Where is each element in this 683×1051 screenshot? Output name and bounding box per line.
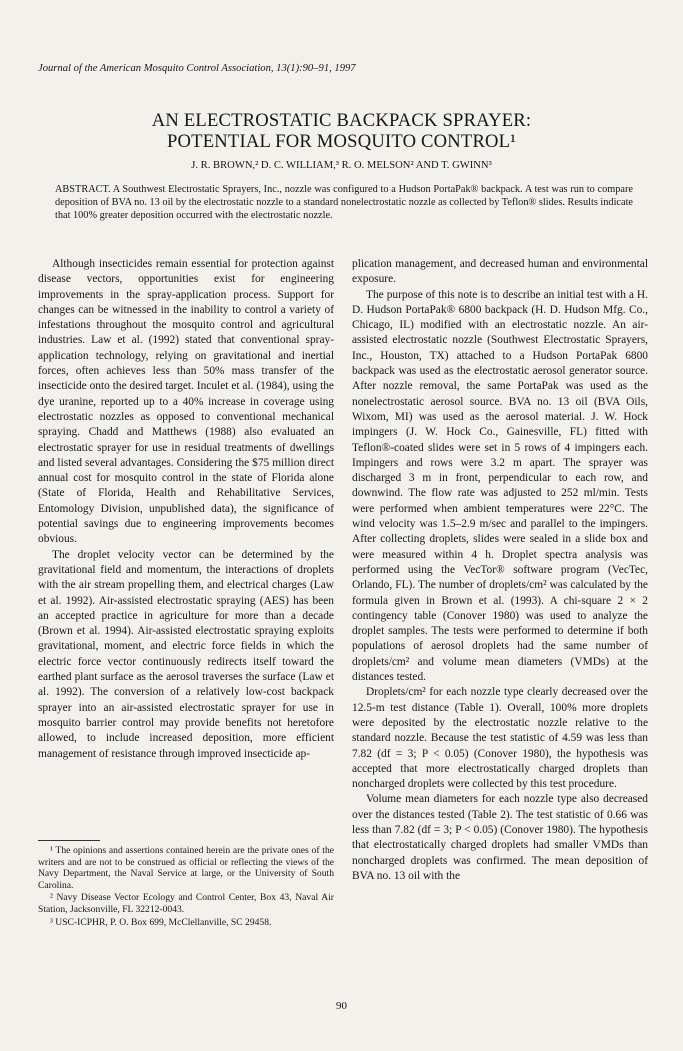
footnote-divider xyxy=(38,840,100,841)
body-paragraph-continued: plication management, and decreased human and environmental exposure. xyxy=(352,258,648,286)
journal-header: Journal of the American Mosquito Control Association, 13(1):90–91, 1997 xyxy=(38,63,356,74)
abstract-text: A Southwest Electrostatic Sprayers, Inc., nozzle was configured to a Hudson PortaPak® backpack. A test was run to compare deposition of BVA no. 13 oil by the electrostatic nozzle to a standard nonelectrostatic nozzle as collected by Teflon® slides. Results indicate that 100% greater deposition occurred with the electrostatic nozzle. xyxy=(55,184,633,221)
body-column-right xyxy=(352,257,648,987)
footnotes xyxy=(38,845,334,929)
author-list: J. R. BROWN,² D. C. WILLIAM,³ R. O. MELSON² AND T. GWINN³ xyxy=(191,160,492,171)
footnote: ¹ The opinions and assertions contained herein are the private ones of the writers and are not to be construed as official or reflecting the views of the Navy Department, the Naval Service at large, or the University of South Carolina. xyxy=(38,845,334,891)
title-line-2: POTENTIAL FOR MOSQUITO CONTROL¹ xyxy=(166,131,517,152)
body-paragraph: The purpose of this note is to describe an initial test with a H. D. Hudson PortaPak® 6800 backpack (H. D. Hudson Mfg. Co., Chicago, IL) modified with an electrostatic nozzle. An air-assisted electrostatic nozzle (Southwest Electrostatic Sprayers, Inc., Houston, TX) attached to a Hudson PortaPak 6800 backpack was used as the electrostatic aerosol generator source. After nozzle removal, the same PortaPak was used as the nonelectrostatic aerosol source. BVA no. 13 oil (BVA Oils, Wixom, MI) was used as the aerosol material. J. W. Hock impingers (J. W. Hock Co., Gainesville, FL) fitted with Teflon®-coated slides were set in 5 rows of 4 impingers each. Impingers and rows were 3.2 m apart. The sprayer was discharged 3 m in front, perpendicular to each row, and downwind. The flow rate was adjusted to 252 ml/min. Tests were performed when ambient temperatures were 22°C. The wind velocity was 1.5–2.9 m/sec and parallel to the impingers. After collecting droplets, slides were sealed in a slide box and were measured within 4 h. Droplet spectra analysis was performed using the VecTor® software program (VecTec, Orlando, FL). The number of droplets/cm² was calculated by the formula given in Brown et al. (1993). A chi-square 2 × 2 contingency table (Conover 1980) was used to analyze the droplet samples. The tests were performed to determine if both populations of aerosol droplets had the same number of droplets/cm² and volume mean diameters (VMDs) at the distances tested. xyxy=(352,288,648,684)
title-line-1: AN ELECTROSTATIC BACKPACK SPRAYER: xyxy=(151,110,532,131)
footnote: ³ USC-ICPHR, P. O. Box 699, McClellanville, SC 29458. xyxy=(50,916,272,928)
body-column-left xyxy=(38,257,334,837)
body-paragraph: The droplet velocity vector can be determined by the gravitational field and momentum, the interactions of droplets with the air stream propelling them, and electrical charges (Law et al. 1992). Air-assisted electrostatic spraying (AES) has been an accepted practice in agriculture for more than a decade (Brown et al. 1994). Air-assisted electrostatic spraying exploits gravitational, moment, and electric force fields in which the electric force vector continuously redirects itself toward the earthed plant surface as the aerosol traverses the surface (Law et al. 1992). The conversion of a relatively low-cost backpack sprayer into an air-assisted electrostatic sprayer for use in mosquito barrier control may provide benefits not heretofore allowed, to include increased deposition, more efficient management of resistance through improved insecticide ap- xyxy=(38,548,334,760)
article-title xyxy=(0,110,683,152)
page-number: 90 xyxy=(336,1000,347,1012)
footnote: ² Navy Disease Vector Ecology and Control Center, Box 43, Naval Air Station, Jacksonville, FL 32212-0043. xyxy=(38,892,334,915)
abstract-label: ABSTRACT. xyxy=(55,184,111,195)
abstract xyxy=(55,184,633,222)
body-paragraph: Volume mean diameters for each nozzle type also decreased over the distances tested (Table 2). The test statistic of 0.66 was less than 7.82 (df = 3; P < 0.05) (Conover 1980). The hypothesis that electrostatically charged droplets had smaller VMDs than noncharged droplets was confirmed. The mean deposition of BVA no. 13 oil with the xyxy=(352,793,648,882)
body-paragraph: Droplets/cm² for each nozzle type clearly decreased over the 12.5-m test distance (Table 1). Overall, 100% more droplets were deposited by the electrostatic nozzle relative to the standard nozzle. Because the test statistic of 4.59 was less than 7.82 (df = 3; P < 0.05) (Conover 1980), the hypothesis was accepted that more electrostatically charged droplets than noncharged droplets were collected by this test procedure. xyxy=(352,686,648,791)
body-paragraph: Although insecticides remain essential for protection against disease vectors, opportunities exist for engineering improvements in the spray-application process. Support for changes can be witnessed in the inability to control a variety of infestations throughout the mosquito control and agricultural industries. Law et al. (1992) stated that conventional spray-application technology, relying on gravitational and inertial forces, often achieves less than 50% mass transfer of the insecticide onto the desired target. Inculet et al. (1984), using the dye uranine, reported up to a 40% increase in coverage using electrostatic nozzles as opposed to conventional mechanical spraying. Chadd and Matthews (1988) also evaluated an electrostatic sprayer for use in residual treatments of dwellings and listed several advantages. Considering the $75 million direct annual cost for mosquito control in the state of Florida alone (State of Florida, Health and Rehabilitative Services, Entomology Division, unpublished data), the significance of potential savings due to engineering improvements becomes obvious. xyxy=(38,258,334,546)
